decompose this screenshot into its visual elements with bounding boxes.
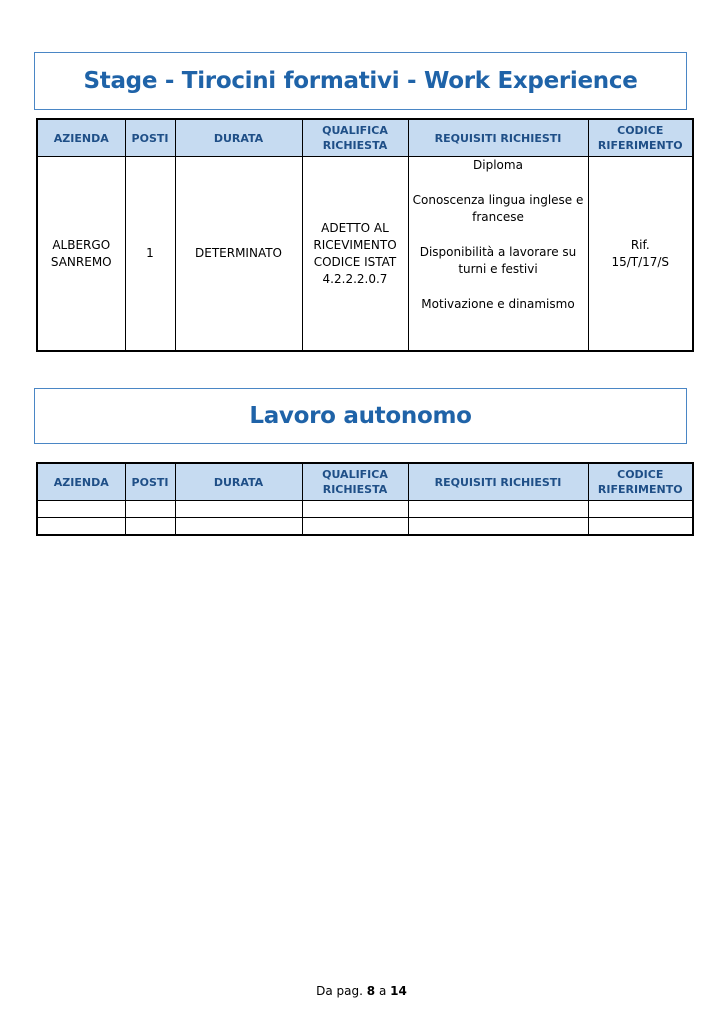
table-header-row xyxy=(37,463,693,501)
header-azienda: AZIENDA xyxy=(37,119,125,157)
header-durata: DURATA xyxy=(175,119,302,157)
stage-table xyxy=(36,118,694,352)
header-qualifica: QUALIFICA RICHIESTA xyxy=(302,463,408,501)
empty-cell xyxy=(175,501,302,518)
cell-azienda: ALBERGO SANREMO xyxy=(37,157,125,352)
empty-cell xyxy=(125,518,175,536)
empty-cell xyxy=(302,501,408,518)
empty-cell xyxy=(588,518,693,536)
page-footer: Da pag. 8 a 14 xyxy=(316,984,407,998)
table-row xyxy=(37,518,693,536)
requisito-item: Conoscenza lingua inglese e francese xyxy=(412,193,584,224)
cell-codice: Rif. 15/T/17/S xyxy=(588,157,693,352)
cell-durata: DETERMINATO xyxy=(175,157,302,352)
header-codice: CODICE RIFERIMENTO xyxy=(588,119,693,157)
cell-requisiti xyxy=(408,157,588,352)
table-row xyxy=(37,501,693,518)
empty-cell xyxy=(37,501,125,518)
empty-cell xyxy=(125,501,175,518)
header-requisiti: REQUISITI RICHIESTI xyxy=(408,463,588,501)
header-posti: POSTI xyxy=(125,463,175,501)
requisito-item: Disponibilità a lavorare su turni e festivi xyxy=(419,245,577,276)
header-posti: POSTI xyxy=(125,119,175,157)
header-qualifica: QUALIFICA RICHIESTA xyxy=(302,119,408,157)
empty-cell xyxy=(408,501,588,518)
total-pages: 14 xyxy=(390,984,407,998)
cell-posti: 1 xyxy=(125,157,175,352)
lavoro-table xyxy=(36,462,694,536)
requisito-item: Diploma xyxy=(473,158,523,172)
table-header-row xyxy=(37,119,693,157)
current-page: 8 xyxy=(366,984,376,998)
empty-cell xyxy=(588,501,693,518)
header-durata: DURATA xyxy=(175,463,302,501)
empty-cell xyxy=(302,518,408,536)
table-row xyxy=(37,157,693,352)
empty-cell xyxy=(37,518,125,536)
header-requisiti: REQUISITI RICHIESTI xyxy=(408,119,588,157)
section-title-stage: Stage - Tirocini formativi - Work Experience xyxy=(34,52,687,110)
section-title-lavoro: Lavoro autonomo xyxy=(34,388,687,444)
header-codice: CODICE RIFERIMENTO xyxy=(588,463,693,501)
empty-cell xyxy=(408,518,588,536)
requisito-item: Motivazione e dinamismo xyxy=(421,297,575,311)
empty-cell xyxy=(175,518,302,536)
header-azienda: AZIENDA xyxy=(37,463,125,501)
cell-qualifica: ADETTO AL RICEVIMENTO CODICE ISTAT 4.2.2.2.0.7 xyxy=(302,157,408,352)
